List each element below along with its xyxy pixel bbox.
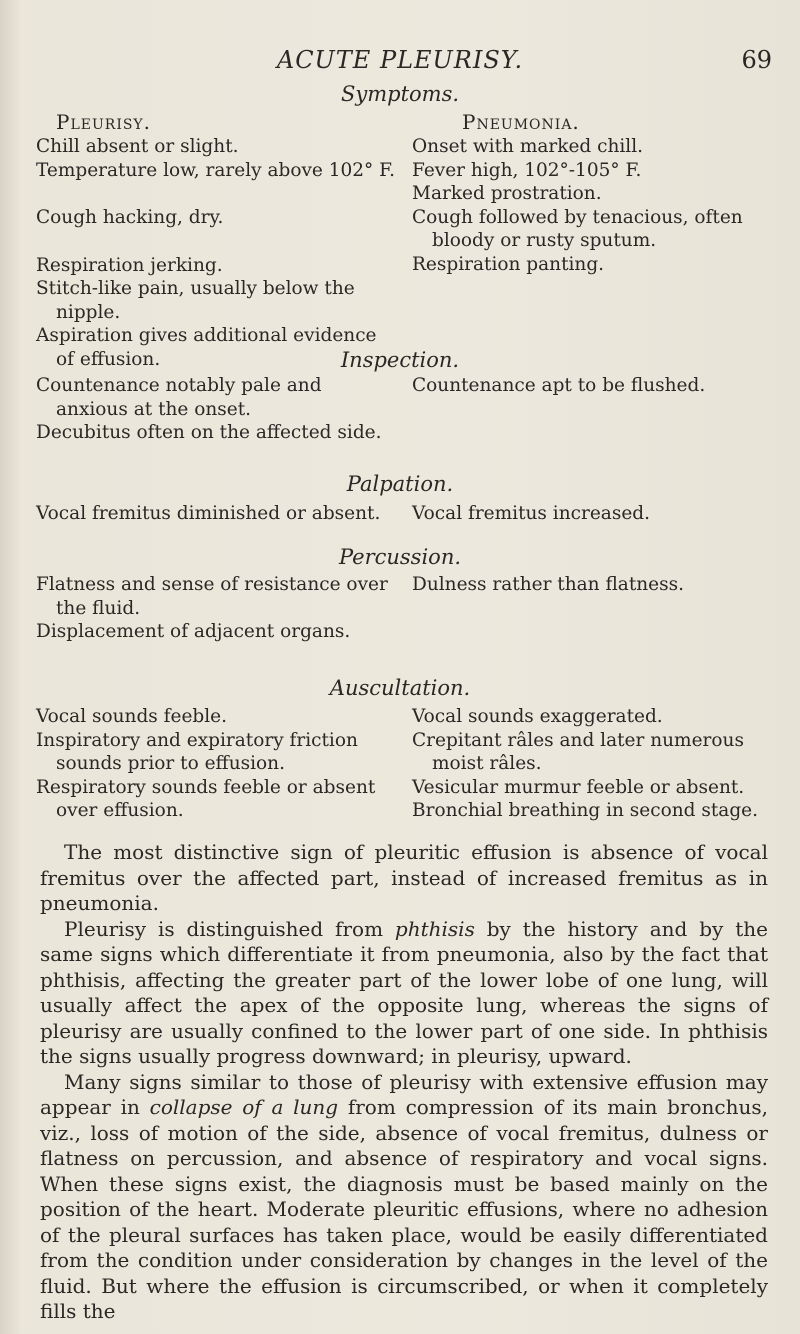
paragraph: Pleurisy is distinguished from phthisis by the history and by the same signs which differentiate it from pneumonia, also by the fact that phthisis, affecting the greater part of the lower lobe of one lung, will usually affect the apex of the opposite lung, whereas the signs of pleurisy are usually confined to the lower part of one side. In phthisis the signs usually progress downward; in pleurisy, upward. [40,916,768,1068]
auscultation-heading: Auscultation. [329,676,471,700]
percussion-pleurisy-column [36,573,398,644]
auscultation-item: Vocal sounds feeble. [36,706,227,727]
pneumonia-column-head: Pneumonia. [462,110,580,134]
symptom-item: Cough hacking, dry. [36,207,224,228]
symptom-item: Marked prostration. [412,183,602,204]
page-header [0,46,800,76]
symptom-item: Aspiration gives additional evidence of effusion. [36,325,377,370]
palpation-pleurisy-column [36,502,398,526]
auscultation-item: Respiratory sounds feeble or absent over effusion. [36,776,376,821]
percussion-item: Flatness and sense of resistance over the fluid. [36,574,388,619]
symptoms-pleurisy-column [36,135,398,371]
page-number: 69 [741,46,772,74]
auscultation-item: Crepitant râles and later numerous moist râles. [412,729,744,774]
auscultation-item: Vocal sounds exaggerated. [412,706,663,727]
symptoms-heading: Symptoms. [340,82,460,106]
symptom-item: Fever high, 102°-105° F. [412,159,642,181]
symptoms-pneumonia-column [412,135,784,276]
paragraph: The most distinctive sign of pleuritic effusion is absence of vocal fremitus over the affected part, instead of increased fremitus as in pneumonia. [40,840,768,915]
percussion-item: Displacement of adjacent organs. [36,621,351,642]
symptom-item: Onset with marked chill. [412,136,644,157]
percussion-item: Dulness rather than flatness. [412,574,684,595]
percussion-heading: Percussion. [338,545,462,569]
auscultation-pneumonia-column [412,705,784,823]
auscultation-pleurisy-column [36,705,398,823]
auscultation-item: Vesicular murmur feeble or absent. [412,776,745,798]
auscultation-item: Inspiratory and expiratory friction sounds prior to effusion. [36,729,358,774]
percussion-pneumonia-column [412,573,784,597]
symptom-item: Temperature low, rarely above 102° F. [36,159,396,181]
palpation-item: Vocal fremitus diminished or absent. [36,503,381,524]
inspection-heading: Inspection. [340,348,460,372]
inspection-item: Decubitus often on the affected side. [36,422,382,443]
palpation-pneumonia-column [412,502,784,526]
symptom-item: Chill absent or slight. [36,136,239,157]
palpation-item: Vocal fremitus increased. [412,503,650,524]
symptom-item: Cough followed by tenacious, often bloody or rusty sputum. [412,206,743,251]
inspection-pleurisy-column [36,374,398,445]
paragraph: Many signs similar to those of pleurisy with extensive effusion may appear in collapse of a lung from compression of its main bronchus, viz., loss of motion of the side, absence of vocal fremitus, dulness or flatness on percussion, and absence of respiratory and vocal signs. When these signs exist, the diagnosis must be based mainly on the position of the heart. Moderate pleuritic effusions, where no adhesion of the pleural surfaces has taken place, would be easily differentiated from the condition under consideration by changes in the level of the fluid. But where the effusion is circumscribed, or when it completely fills the [40,1069,769,1323]
auscultation-item: Bronchial breathing in second stage. [412,800,758,821]
symptom-item: Respiration panting. [412,253,605,275]
pleurisy-column-head: Pleurisy. [56,110,152,134]
body-text [40,840,768,1325]
symptom-item: Stitch-like pain, usually below the nipple. [36,278,355,323]
running-title: ACUTE PLEURISY. [276,46,524,74]
symptom-item: Respiration jerking. [36,254,223,276]
palpation-heading: Palpation. [346,472,454,496]
inspection-pneumonia-column [412,374,784,398]
inspection-item: Countenance notably pale and anxious at the onset. [36,375,322,420]
inspection-item: Countenance apt to be flushed. [412,375,706,396]
